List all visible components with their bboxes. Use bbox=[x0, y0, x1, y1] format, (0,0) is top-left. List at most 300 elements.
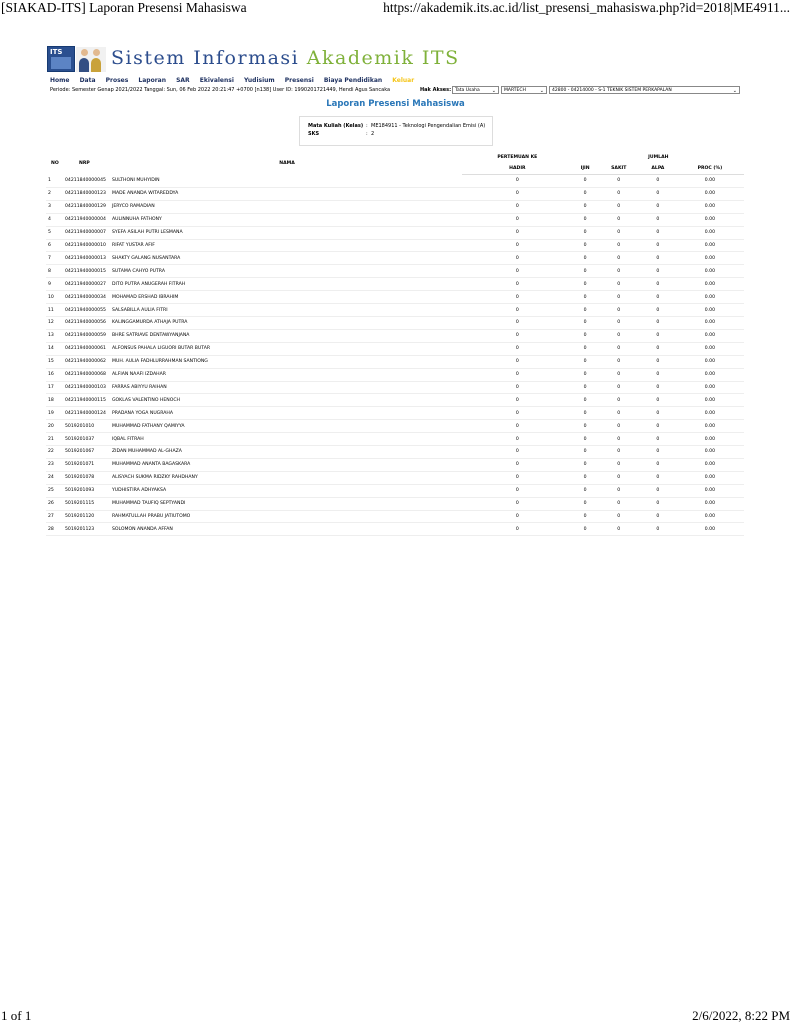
print-header bbox=[0, 0, 791, 16]
cell-no: 25 bbox=[46, 484, 65, 497]
cell-nrp: 5019201093 bbox=[65, 484, 112, 497]
cell-alpa: 0 bbox=[640, 278, 676, 291]
cell-hadir: 0 bbox=[462, 316, 573, 329]
cell-alpa: 0 bbox=[640, 329, 676, 342]
cell-no: 4 bbox=[46, 213, 65, 226]
cell-sakit: 0 bbox=[598, 304, 640, 317]
cell-hadir: 0 bbox=[462, 278, 573, 291]
cell-no: 26 bbox=[46, 497, 65, 510]
nav-ekivalensi[interactable]: Ekivalensi bbox=[199, 77, 234, 84]
cell-sakit: 0 bbox=[598, 355, 640, 368]
cell-proc: 0.00 bbox=[676, 226, 744, 239]
header-hadir: HADIR bbox=[462, 163, 573, 175]
cell-hadir: 0 bbox=[462, 200, 573, 213]
cell-izin: 0 bbox=[573, 484, 598, 497]
cell-nrp: 04211940000062 bbox=[65, 355, 112, 368]
cell-sakit: 0 bbox=[598, 239, 640, 252]
course-value: ME184911 - Teknologi Pengendalian Emisi (A) bbox=[371, 123, 486, 129]
chevron-down-icon: ⌄ bbox=[491, 88, 496, 94]
table-row bbox=[46, 187, 744, 200]
cell-izin: 0 bbox=[573, 329, 598, 342]
cell-nrp: 04211940000059 bbox=[65, 329, 112, 342]
table-row bbox=[46, 342, 744, 355]
cell-hadir: 0 bbox=[462, 407, 573, 420]
cell-alpa: 0 bbox=[640, 304, 676, 317]
cell-alpa: 0 bbox=[640, 510, 676, 523]
table-row bbox=[46, 523, 744, 536]
cell-proc: 0.00 bbox=[676, 368, 744, 381]
cell-no: 18 bbox=[46, 394, 65, 407]
print-page-url: https://akademik.its.ac.id/list_presensi_mahasiswa.php?id=2018|ME4911... bbox=[383, 0, 790, 15]
cell-hadir: 0 bbox=[462, 420, 573, 433]
cell-izin: 0 bbox=[573, 291, 598, 304]
cell-nama: SALSABILLA AULIA FITRI bbox=[112, 304, 462, 317]
table-row bbox=[46, 420, 744, 433]
cell-nama: AULINNUHA FATHONY bbox=[112, 213, 462, 226]
cell-alpa: 0 bbox=[640, 252, 676, 265]
cell-alpa: 0 bbox=[640, 187, 676, 200]
cell-sakit: 0 bbox=[598, 252, 640, 265]
cell-nrp: 04211940000068 bbox=[65, 368, 112, 381]
cell-hadir: 0 bbox=[462, 355, 573, 368]
cell-nama: MUH. AULIA FADHLURRAHMAN SANTIONG bbox=[112, 355, 462, 368]
table-row bbox=[46, 407, 744, 420]
cell-izin: 0 bbox=[573, 342, 598, 355]
cell-hadir: 0 bbox=[462, 523, 573, 536]
table-row bbox=[46, 381, 744, 394]
cell-nama: RIFAT YUSTAR AFIF bbox=[112, 239, 462, 252]
table-row bbox=[46, 278, 744, 291]
attendance-table-body bbox=[46, 175, 744, 536]
nav-presensi[interactable]: Presensi bbox=[284, 77, 314, 84]
table-row bbox=[46, 252, 744, 265]
cell-sakit: 0 bbox=[598, 433, 640, 446]
nav-biaya-pendidikan[interactable]: Biaya Pendidikan bbox=[323, 77, 383, 84]
table-row bbox=[46, 304, 744, 317]
cell-proc: 0.00 bbox=[676, 446, 744, 459]
cell-sakit: 0 bbox=[598, 497, 640, 510]
cell-nrp: 04211840000045 bbox=[65, 175, 112, 188]
cell-no: 28 bbox=[46, 523, 65, 536]
cell-sakit: 0 bbox=[598, 265, 640, 278]
cell-sakit: 0 bbox=[598, 471, 640, 484]
cell-nama: IQBAL FITRAH bbox=[112, 433, 462, 446]
site-banner bbox=[47, 44, 460, 74]
banner-title bbox=[111, 47, 460, 69]
cell-izin: 0 bbox=[573, 226, 598, 239]
cell-hadir: 0 bbox=[462, 484, 573, 497]
cell-proc: 0.00 bbox=[676, 484, 744, 497]
cell-no: 15 bbox=[46, 355, 65, 368]
cell-izin: 0 bbox=[573, 187, 598, 200]
cell-proc: 0.00 bbox=[676, 187, 744, 200]
hak-akses-value: Tata Usaha bbox=[455, 88, 480, 93]
cell-no: 8 bbox=[46, 265, 65, 278]
info-bar bbox=[50, 87, 742, 97]
cell-no: 7 bbox=[46, 252, 65, 265]
print-datetime: 2/6/2022, 8:22 PM bbox=[692, 1008, 790, 1023]
cell-no: 14 bbox=[46, 342, 65, 355]
cell-no: 21 bbox=[46, 433, 65, 446]
table-row bbox=[46, 368, 744, 381]
course-label: Mata Kuliah (Kelas) bbox=[308, 123, 364, 129]
cell-hadir: 0 bbox=[462, 226, 573, 239]
cell-sakit: 0 bbox=[598, 394, 640, 407]
table-row bbox=[46, 265, 744, 278]
cell-sakit: 0 bbox=[598, 278, 640, 291]
cell-sakit: 0 bbox=[598, 175, 640, 188]
its-logo-icon bbox=[47, 46, 75, 72]
cell-hadir: 0 bbox=[462, 213, 573, 226]
cell-sakit: 0 bbox=[598, 342, 640, 355]
table-row bbox=[46, 200, 744, 213]
cell-hadir: 0 bbox=[462, 497, 573, 510]
cell-nama: MADE ANANDA WITAREDDYA bbox=[112, 187, 462, 200]
cell-nama: SOLOMON ANANDA AFFAN bbox=[112, 523, 462, 536]
report-title: Laporan Presensi Mahasiswa bbox=[326, 99, 465, 109]
banner-title-part1: Sistem Informasi bbox=[111, 47, 300, 69]
cell-izin: 0 bbox=[573, 304, 598, 317]
cell-alpa: 0 bbox=[640, 523, 676, 536]
cell-proc: 0.00 bbox=[676, 291, 744, 304]
table-row bbox=[46, 446, 744, 459]
cell-no: 27 bbox=[46, 510, 65, 523]
cell-alpa: 0 bbox=[640, 458, 676, 471]
cell-hadir: 0 bbox=[462, 329, 573, 342]
cell-hadir: 0 bbox=[462, 446, 573, 459]
nav-data[interactable]: Data bbox=[79, 77, 96, 84]
cell-nrp: 04211940000015 bbox=[65, 265, 112, 278]
cell-alpa: 0 bbox=[640, 291, 676, 304]
cell-proc: 0.00 bbox=[676, 265, 744, 278]
header-jumlah: JUMLAH bbox=[648, 155, 669, 160]
cell-izin: 0 bbox=[573, 407, 598, 420]
cell-nama: MUHAMMAD ANANTA BAGASKARA bbox=[112, 458, 462, 471]
cell-nrp: 5019201115 bbox=[65, 497, 112, 510]
cell-nrp: 04211940000013 bbox=[65, 252, 112, 265]
cell-proc: 0.00 bbox=[676, 407, 744, 420]
cell-sakit: 0 bbox=[598, 213, 640, 226]
cell-alpa: 0 bbox=[640, 381, 676, 394]
cell-nama: FARRAS ABIYYU RAIHAN bbox=[112, 381, 462, 394]
cell-izin: 0 bbox=[573, 497, 598, 510]
cell-nama: GOKLAS VALENTINO HENOCH bbox=[112, 394, 462, 407]
cell-hadir: 0 bbox=[462, 471, 573, 484]
cell-alpa: 0 bbox=[640, 484, 676, 497]
cell-sakit: 0 bbox=[598, 200, 640, 213]
attendance-table bbox=[46, 152, 744, 536]
sks-label: SKS bbox=[308, 131, 320, 137]
table-row bbox=[46, 471, 744, 484]
table-row bbox=[46, 433, 744, 446]
table-row bbox=[46, 355, 744, 368]
cell-nama: DITO PUTRA ANUGERAH FITRAH bbox=[112, 278, 462, 291]
cell-izin: 0 bbox=[573, 175, 598, 188]
cell-alpa: 0 bbox=[640, 394, 676, 407]
cell-proc: 0.00 bbox=[676, 304, 744, 317]
cell-nrp: 04211940000007 bbox=[65, 226, 112, 239]
cell-nama: ALFONSUS PAHALA LIGUORI BUTAR BUTAR bbox=[112, 342, 462, 355]
cell-izin: 0 bbox=[573, 213, 598, 226]
cell-proc: 0.00 bbox=[676, 342, 744, 355]
cell-alpa: 0 bbox=[640, 342, 676, 355]
cell-nrp: 5019201078 bbox=[65, 471, 112, 484]
cell-sakit: 0 bbox=[598, 329, 640, 342]
cell-hadir: 0 bbox=[462, 368, 573, 381]
cell-sakit: 0 bbox=[598, 381, 640, 394]
cell-alpa: 0 bbox=[640, 175, 676, 188]
cell-proc: 0.00 bbox=[676, 175, 744, 188]
cell-izin: 0 bbox=[573, 381, 598, 394]
cell-proc: 0.00 bbox=[676, 329, 744, 342]
cell-proc: 0.00 bbox=[676, 239, 744, 252]
table-row bbox=[46, 316, 744, 329]
cell-hadir: 0 bbox=[462, 510, 573, 523]
nav-proses[interactable]: Proses bbox=[105, 77, 129, 84]
cell-nrp: 5019201071 bbox=[65, 458, 112, 471]
cell-alpa: 0 bbox=[640, 497, 676, 510]
cell-nama: ALFIAN NAAFI IZDAHAR bbox=[112, 368, 462, 381]
nav-yudisium[interactable]: Yudisium bbox=[244, 77, 275, 84]
cell-nrp: 04211940000010 bbox=[65, 239, 112, 252]
cell-no: 19 bbox=[46, 407, 65, 420]
cell-alpa: 0 bbox=[640, 226, 676, 239]
cell-nama: RAHMATULLAH PRABU JATIUTOMO bbox=[112, 510, 462, 523]
cell-izin: 0 bbox=[573, 510, 598, 523]
cell-sakit: 0 bbox=[598, 484, 640, 497]
cell-nrp: 04211940000115 bbox=[65, 394, 112, 407]
cell-proc: 0.00 bbox=[676, 510, 744, 523]
table-row bbox=[46, 510, 744, 523]
cell-hadir: 0 bbox=[462, 342, 573, 355]
cell-no: 10 bbox=[46, 291, 65, 304]
main-nav bbox=[50, 77, 422, 84]
cell-alpa: 0 bbox=[640, 433, 676, 446]
cell-alpa: 0 bbox=[640, 213, 676, 226]
session-info: Periode: Semester Genap 2021/2022 Tanggal: Sun, 06 Feb 2022 20:21:47 +0700 [n138] User ID: 1990201721449, Hendi Agus Sancaka bbox=[50, 87, 391, 93]
cell-no: 13 bbox=[46, 329, 65, 342]
cell-proc: 0.00 bbox=[676, 381, 744, 394]
cell-sakit: 0 bbox=[598, 510, 640, 523]
cell-proc: 0.00 bbox=[676, 420, 744, 433]
cell-no: 9 bbox=[46, 278, 65, 291]
cell-izin: 0 bbox=[573, 316, 598, 329]
table-row bbox=[46, 239, 744, 252]
print-footer bbox=[0, 1008, 791, 1024]
cell-no: 11 bbox=[46, 304, 65, 317]
cell-proc: 0.00 bbox=[676, 252, 744, 265]
cell-nrp: 5019201123 bbox=[65, 523, 112, 536]
cell-nama: SHAKTY GALANG NUSANTARA bbox=[112, 252, 462, 265]
cell-hadir: 0 bbox=[462, 304, 573, 317]
cell-nama: BHRE SATRIAVE DENTAWYANJANA bbox=[112, 329, 462, 342]
cell-proc: 0.00 bbox=[676, 278, 744, 291]
cell-alpa: 0 bbox=[640, 407, 676, 420]
page-count: 1 of 1 bbox=[1, 1008, 32, 1023]
banner-title-part2: Akademik ITS bbox=[306, 47, 460, 69]
cell-hadir: 0 bbox=[462, 381, 573, 394]
cell-proc: 0.00 bbox=[676, 471, 744, 484]
nav-laporan[interactable]: Laporan bbox=[138, 77, 166, 84]
cell-no: 20 bbox=[46, 420, 65, 433]
cell-no: 16 bbox=[46, 368, 65, 381]
cell-nrp: 04211940000027 bbox=[65, 278, 112, 291]
header-alpa: ALPA bbox=[640, 163, 676, 175]
cell-izin: 0 bbox=[573, 433, 598, 446]
nav-home[interactable]: Home bbox=[50, 77, 70, 84]
cell-izin: 0 bbox=[573, 446, 598, 459]
table-row bbox=[46, 497, 744, 510]
cell-alpa: 0 bbox=[640, 420, 676, 433]
nav-sar[interactable]: SAR bbox=[176, 77, 190, 84]
course-info-box: Mata Kuliah (Kelas) : ME184911 - Teknologi Pengendalian Emisi (A) SKS : 2 bbox=[299, 116, 493, 146]
cell-izin: 0 bbox=[573, 278, 598, 291]
role-select[interactable] bbox=[501, 86, 547, 94]
cell-sakit: 0 bbox=[598, 407, 640, 420]
table-row bbox=[46, 175, 744, 188]
cell-alpa: 0 bbox=[640, 471, 676, 484]
cell-nrp: 5019201120 bbox=[65, 510, 112, 523]
cell-alpa: 0 bbox=[640, 316, 676, 329]
cell-nama: ALISYACH SUKMA RIDZKY RAHDHANY bbox=[112, 471, 462, 484]
cell-izin: 0 bbox=[573, 523, 598, 536]
cell-nama: SULTHONI MUHYIDIN bbox=[112, 175, 462, 188]
cell-no: 24 bbox=[46, 471, 65, 484]
table-row bbox=[46, 484, 744, 497]
cell-sakit: 0 bbox=[598, 420, 640, 433]
cell-alpa: 0 bbox=[640, 446, 676, 459]
cell-nrp: 04211940000034 bbox=[65, 291, 112, 304]
cell-no: 17 bbox=[46, 381, 65, 394]
chevron-down-icon: ⌄ bbox=[539, 88, 544, 94]
cell-sakit: 0 bbox=[598, 368, 640, 381]
cell-nrp: 5019201037 bbox=[65, 433, 112, 446]
cell-alpa: 0 bbox=[640, 200, 676, 213]
header-nrp: NRP bbox=[79, 160, 90, 166]
people-icon bbox=[76, 47, 106, 72]
cell-no: 2 bbox=[46, 187, 65, 200]
cell-nama: ZIDAN MUHAMMAD AL-GHAZA bbox=[112, 446, 462, 459]
cell-alpa: 0 bbox=[640, 368, 676, 381]
cell-alpa: 0 bbox=[640, 355, 676, 368]
cell-izin: 0 bbox=[573, 458, 598, 471]
cell-sakit: 0 bbox=[598, 458, 640, 471]
cell-izin: 0 bbox=[573, 420, 598, 433]
cell-no: 12 bbox=[46, 316, 65, 329]
cell-proc: 0.00 bbox=[676, 394, 744, 407]
cell-sakit: 0 bbox=[598, 523, 640, 536]
cell-proc: 0.00 bbox=[676, 497, 744, 510]
logo-text: ITS bbox=[50, 48, 63, 56]
cell-nama: KALINGGAMURDA ATHAJA PUTRA bbox=[112, 316, 462, 329]
cell-izin: 0 bbox=[573, 265, 598, 278]
cell-no: 22 bbox=[46, 446, 65, 459]
cell-nrp: 5019201010 bbox=[65, 420, 112, 433]
cell-nama: YUDHISTIRA ADHYAKSA bbox=[112, 484, 462, 497]
cell-izin: 0 bbox=[573, 252, 598, 265]
cell-alpa: 0 bbox=[640, 265, 676, 278]
cell-nrp: 04211940000103 bbox=[65, 381, 112, 394]
header-izin: IJIN bbox=[573, 163, 598, 175]
nav-logout[interactable]: Keluar bbox=[392, 77, 415, 84]
cell-nrp: 5019201067 bbox=[65, 446, 112, 459]
cell-no: 3 bbox=[46, 200, 65, 213]
cell-nrp: 04211940000004 bbox=[65, 213, 112, 226]
cell-proc: 0.00 bbox=[676, 458, 744, 471]
cell-hadir: 0 bbox=[462, 239, 573, 252]
cell-izin: 0 bbox=[573, 239, 598, 252]
hak-akses-select[interactable] bbox=[452, 86, 499, 94]
cell-hadir: 0 bbox=[462, 394, 573, 407]
cell-nama: SUTAMA CAHYO PUTRA bbox=[112, 265, 462, 278]
hak-akses-label: Hak Akses: bbox=[420, 87, 452, 93]
cell-hadir: 0 bbox=[462, 187, 573, 200]
cell-sakit: 0 bbox=[598, 226, 640, 239]
unit-select[interactable] bbox=[549, 86, 740, 94]
cell-hadir: 0 bbox=[462, 458, 573, 471]
cell-sakit: 0 bbox=[598, 187, 640, 200]
cell-nama: MUHAMMAD FATHANY QAMIYYA bbox=[112, 420, 462, 433]
cell-nama: MUHAMMAD TAUFIQ SEPTYANDI bbox=[112, 497, 462, 510]
cell-no: 5 bbox=[46, 226, 65, 239]
cell-nrp: 04211940000124 bbox=[65, 407, 112, 420]
cell-no: 1 bbox=[46, 175, 65, 188]
role-value: MARTECH bbox=[504, 88, 526, 93]
header-sakit: SAKIT bbox=[598, 163, 640, 175]
cell-nama: MOHAMAD ERSHAD IBRAHIM bbox=[112, 291, 462, 304]
cell-nrp: 04211940000061 bbox=[65, 342, 112, 355]
cell-sakit: 0 bbox=[598, 446, 640, 459]
chevron-down-icon: ⌄ bbox=[732, 88, 737, 94]
cell-nrp: 04211840000123 bbox=[65, 187, 112, 200]
table-row bbox=[46, 291, 744, 304]
cell-sakit: 0 bbox=[598, 291, 640, 304]
print-page-title: [SIAKAD-ITS] Laporan Presensi Mahasiswa bbox=[1, 0, 247, 15]
cell-proc: 0.00 bbox=[676, 213, 744, 226]
cell-izin: 0 bbox=[573, 355, 598, 368]
cell-proc: 0.00 bbox=[676, 523, 744, 536]
header-no: NO bbox=[51, 160, 59, 166]
cell-nrp: 04211840000129 bbox=[65, 200, 112, 213]
unit-value: 42800 - 04214000 - S-1 TEKNIK SISTEM PERKAPALAN bbox=[552, 88, 672, 93]
cell-no: 23 bbox=[46, 458, 65, 471]
table-row bbox=[46, 458, 744, 471]
cell-izin: 0 bbox=[573, 368, 598, 381]
table-row bbox=[46, 226, 744, 239]
cell-proc: 0.00 bbox=[676, 355, 744, 368]
cell-izin: 0 bbox=[573, 471, 598, 484]
cell-proc: 0.00 bbox=[676, 200, 744, 213]
cell-izin: 0 bbox=[573, 394, 598, 407]
cell-nrp: 04211940000055 bbox=[65, 304, 112, 317]
cell-proc: 0.00 bbox=[676, 316, 744, 329]
sks-value: 2 bbox=[371, 131, 375, 137]
table-row bbox=[46, 329, 744, 342]
cell-izin: 0 bbox=[573, 200, 598, 213]
cell-hadir: 0 bbox=[462, 265, 573, 278]
cell-sakit: 0 bbox=[598, 316, 640, 329]
cell-no: 6 bbox=[46, 239, 65, 252]
cell-nrp: 04211940000056 bbox=[65, 316, 112, 329]
cell-hadir: 0 bbox=[462, 252, 573, 265]
cell-nama: SYEFA ASILAH PUTRI LESMANA bbox=[112, 226, 462, 239]
header-nama: NAMA bbox=[279, 160, 295, 166]
cell-hadir: 0 bbox=[462, 291, 573, 304]
header-proc: PROC (%) bbox=[676, 163, 744, 175]
header-pertemuan-ke: PERTEMUAN KE bbox=[497, 155, 538, 160]
table-row bbox=[46, 394, 744, 407]
cell-hadir: 0 bbox=[462, 433, 573, 446]
